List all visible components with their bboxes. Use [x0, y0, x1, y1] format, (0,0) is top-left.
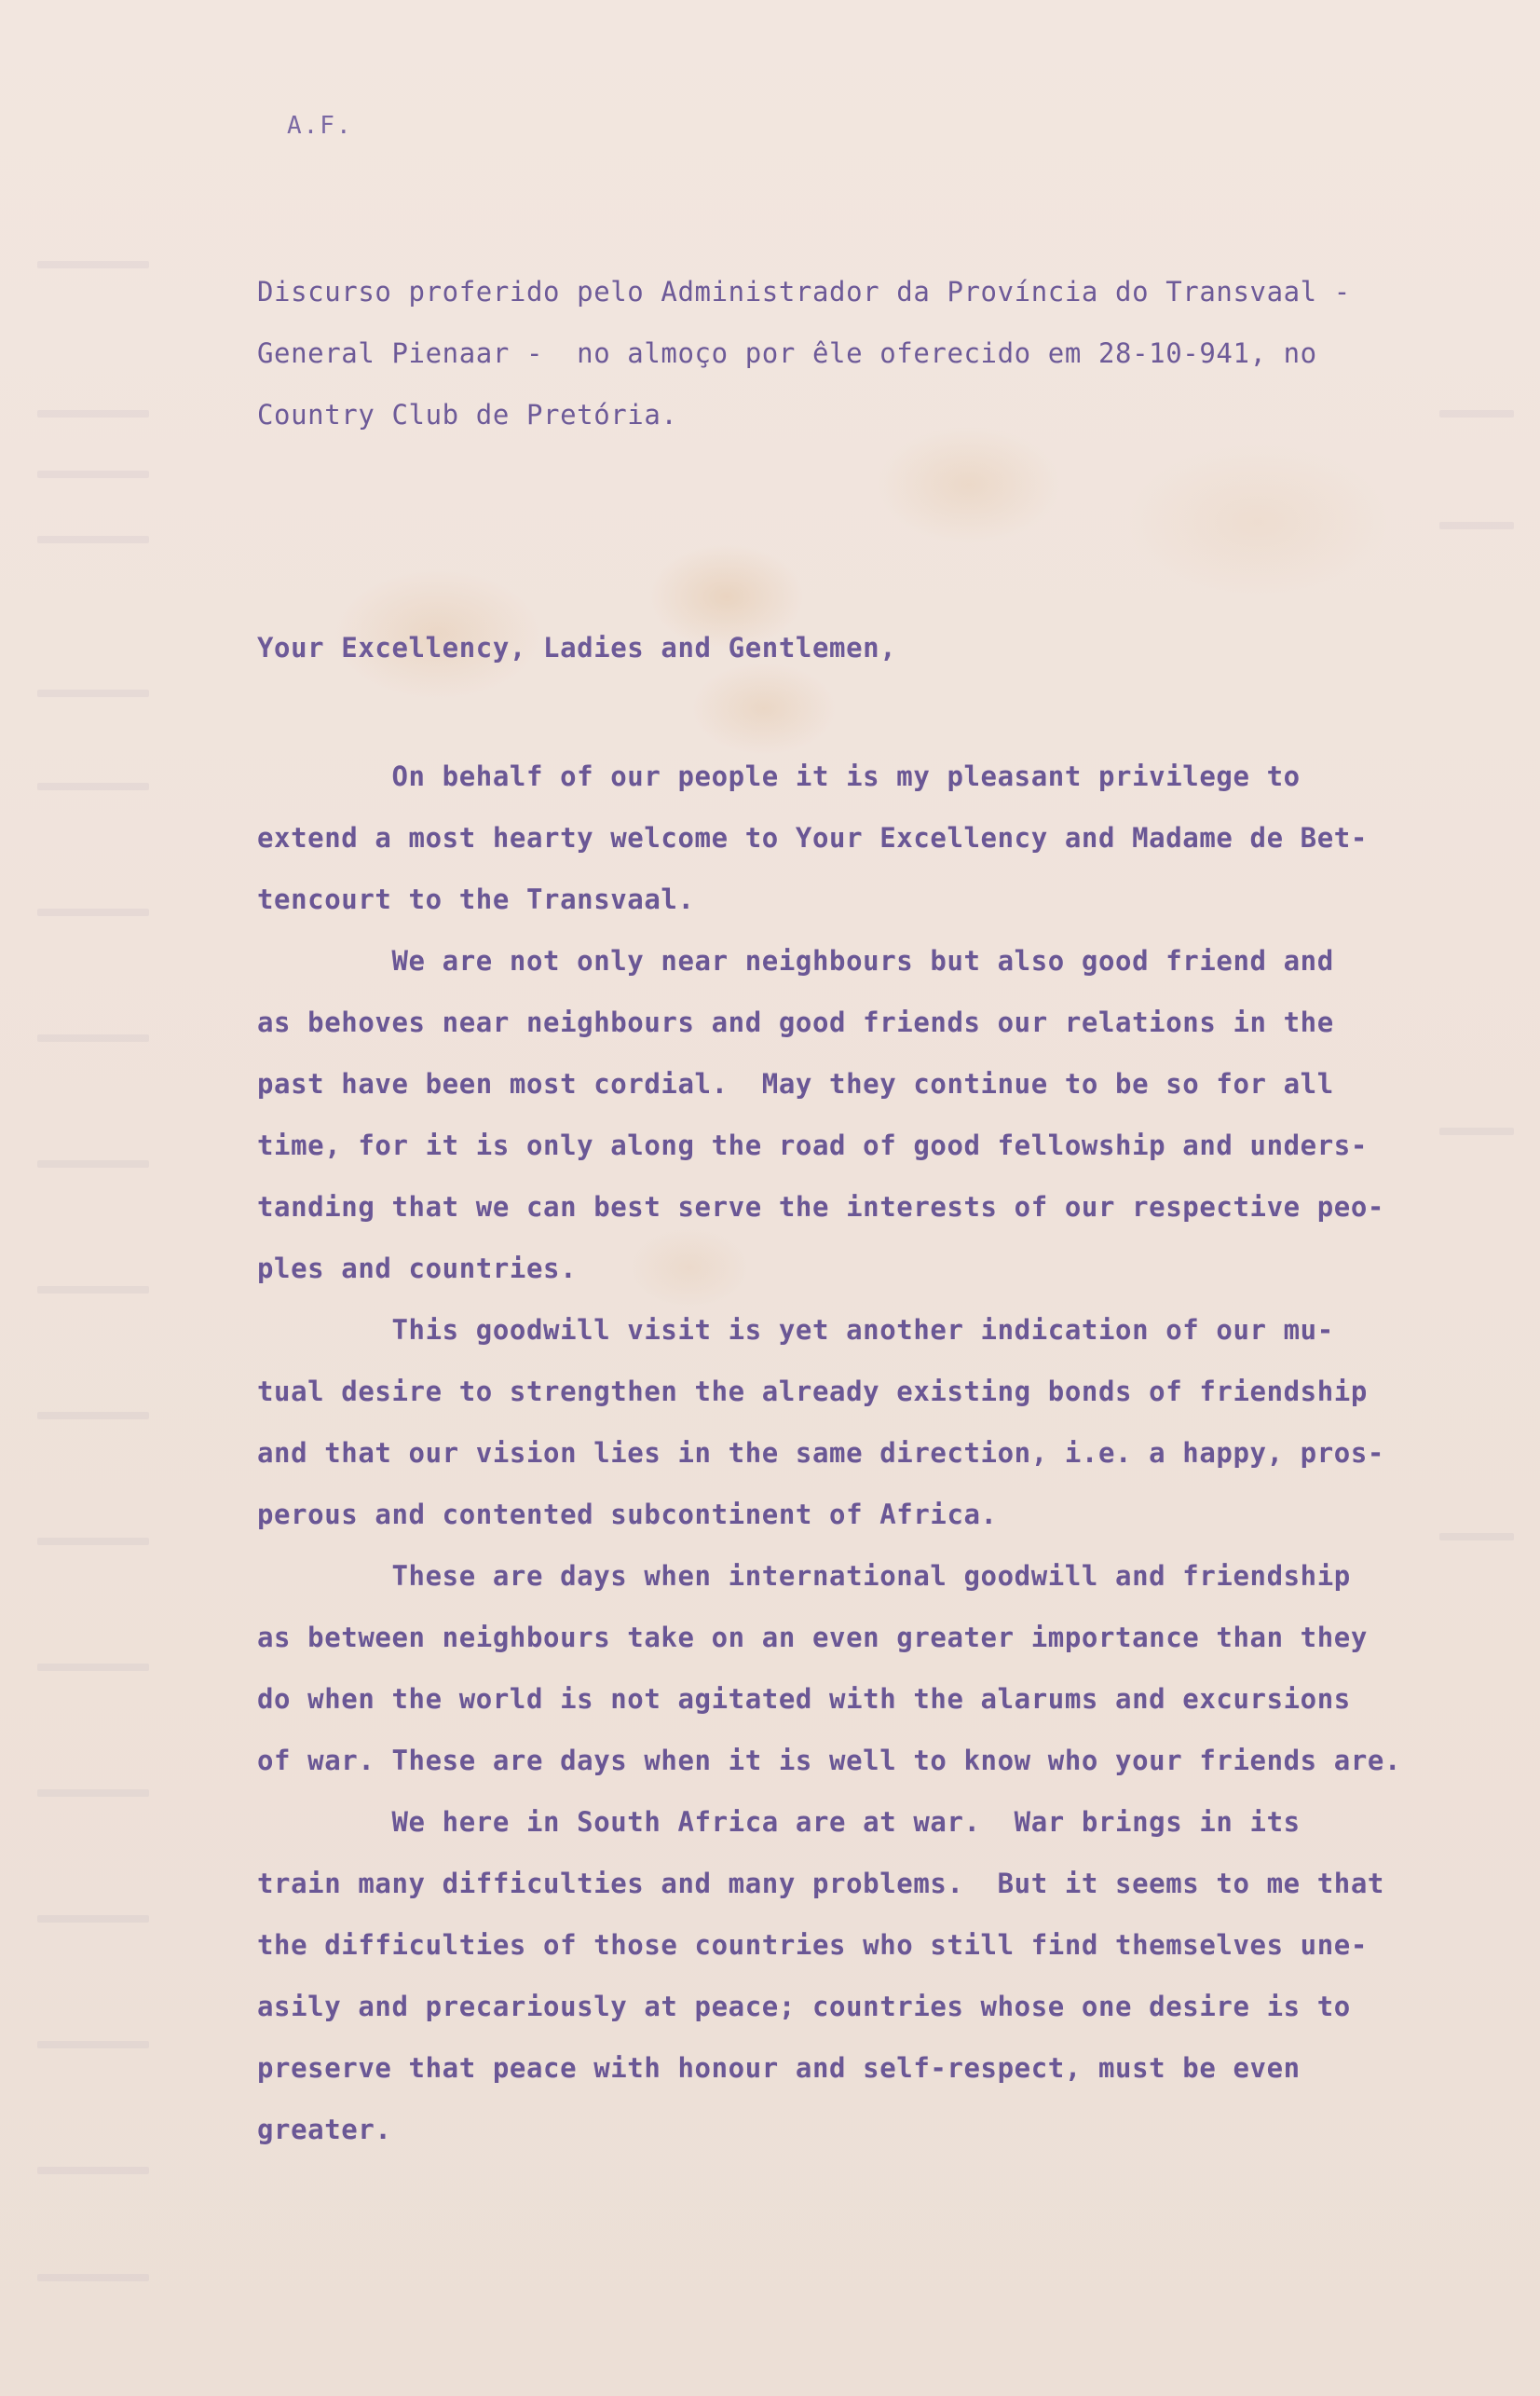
body-line: preserve that peace with honour and self-respect, must be even — [257, 2052, 1301, 2084]
show-through-mark — [37, 690, 149, 697]
body-line: perous and contented subcontinent of Africa. — [257, 1499, 998, 1530]
show-through-mark — [37, 2274, 149, 2281]
show-through-mark — [37, 2041, 149, 2048]
speech-body — [257, 746, 1515, 2160]
show-through-mark — [37, 1538, 149, 1545]
body-line: On behalf of our people it is my pleasant privilege to — [257, 760, 1301, 792]
body-line: ples and countries. — [257, 1253, 578, 1284]
body-line: This goodwill visit is yet another indication of our mu- — [257, 1314, 1334, 1346]
document-reference: A.F. — [287, 112, 353, 140]
body-line: the difficulties of those countries who still find themselves une- — [257, 1929, 1368, 1961]
body-line: asily and precariously at peace; countries whose one desire is to — [257, 1991, 1351, 2022]
speech-heading — [257, 261, 1506, 445]
show-through-mark — [1439, 522, 1514, 529]
body-line: We here in South Africa are at war. War brings in its — [257, 1806, 1301, 1838]
show-through-mark — [37, 261, 149, 268]
show-through-mark — [37, 1286, 149, 1294]
show-through-mark — [37, 1664, 149, 1671]
body-line: of war. These are days when it is well to know who your friends are. — [257, 1745, 1402, 1776]
show-through-mark — [37, 471, 149, 478]
body-line: past have been most cordial. May they continue to be so for all — [257, 1068, 1334, 1100]
body-line: These are days when international goodwill and friendship — [257, 1560, 1351, 1592]
body-line: extend a most hearty welcome to Your Excellency and Madame de Bet- — [257, 822, 1368, 854]
body-line: tual desire to strengthen the already existing bonds of friendship — [257, 1376, 1368, 1407]
show-through-mark — [37, 1789, 149, 1797]
heading-line: Discurso proferido pelo Administrador da Província do Transvaal - — [257, 276, 1351, 308]
salutation: Your Excellency, Ladies and Gentlemen, — [257, 632, 897, 664]
show-through-mark — [37, 1034, 149, 1042]
heading-line: Country Club de Pretória. — [257, 399, 678, 431]
body-line: tencourt to the Transvaal. — [257, 883, 695, 915]
body-line: We are not only near neighbours but also good friend and — [257, 945, 1334, 977]
heading-line: General Pienaar - no almoço por êle oferecido em 28-10-941, no — [257, 337, 1317, 369]
show-through-mark — [37, 1160, 149, 1168]
body-line: time, for it is only along the road of good fellowship and unders- — [257, 1130, 1368, 1161]
body-line: do when the world is not agitated with the alarums and excursions — [257, 1683, 1351, 1715]
show-through-mark — [37, 1915, 149, 1923]
body-line: train many difficulties and many problems. But it seems to me that — [257, 1868, 1384, 1899]
show-through-mark — [37, 1412, 149, 1419]
body-line: as behoves near neighbours and good friends our relations in the — [257, 1006, 1334, 1038]
show-through-mark — [37, 536, 149, 543]
show-through-mark — [37, 909, 149, 916]
body-line: greater. — [257, 2114, 392, 2145]
body-line: and that our vision lies in the same direction, i.e. a happy, pros- — [257, 1437, 1384, 1469]
body-line: tanding that we can best serve the interests of our respective peo- — [257, 1191, 1384, 1223]
show-through-mark — [37, 783, 149, 790]
show-through-mark — [37, 2167, 149, 2174]
body-line: as between neighbours take on an even greater importance than they — [257, 1622, 1368, 1653]
show-through-mark — [37, 410, 149, 418]
